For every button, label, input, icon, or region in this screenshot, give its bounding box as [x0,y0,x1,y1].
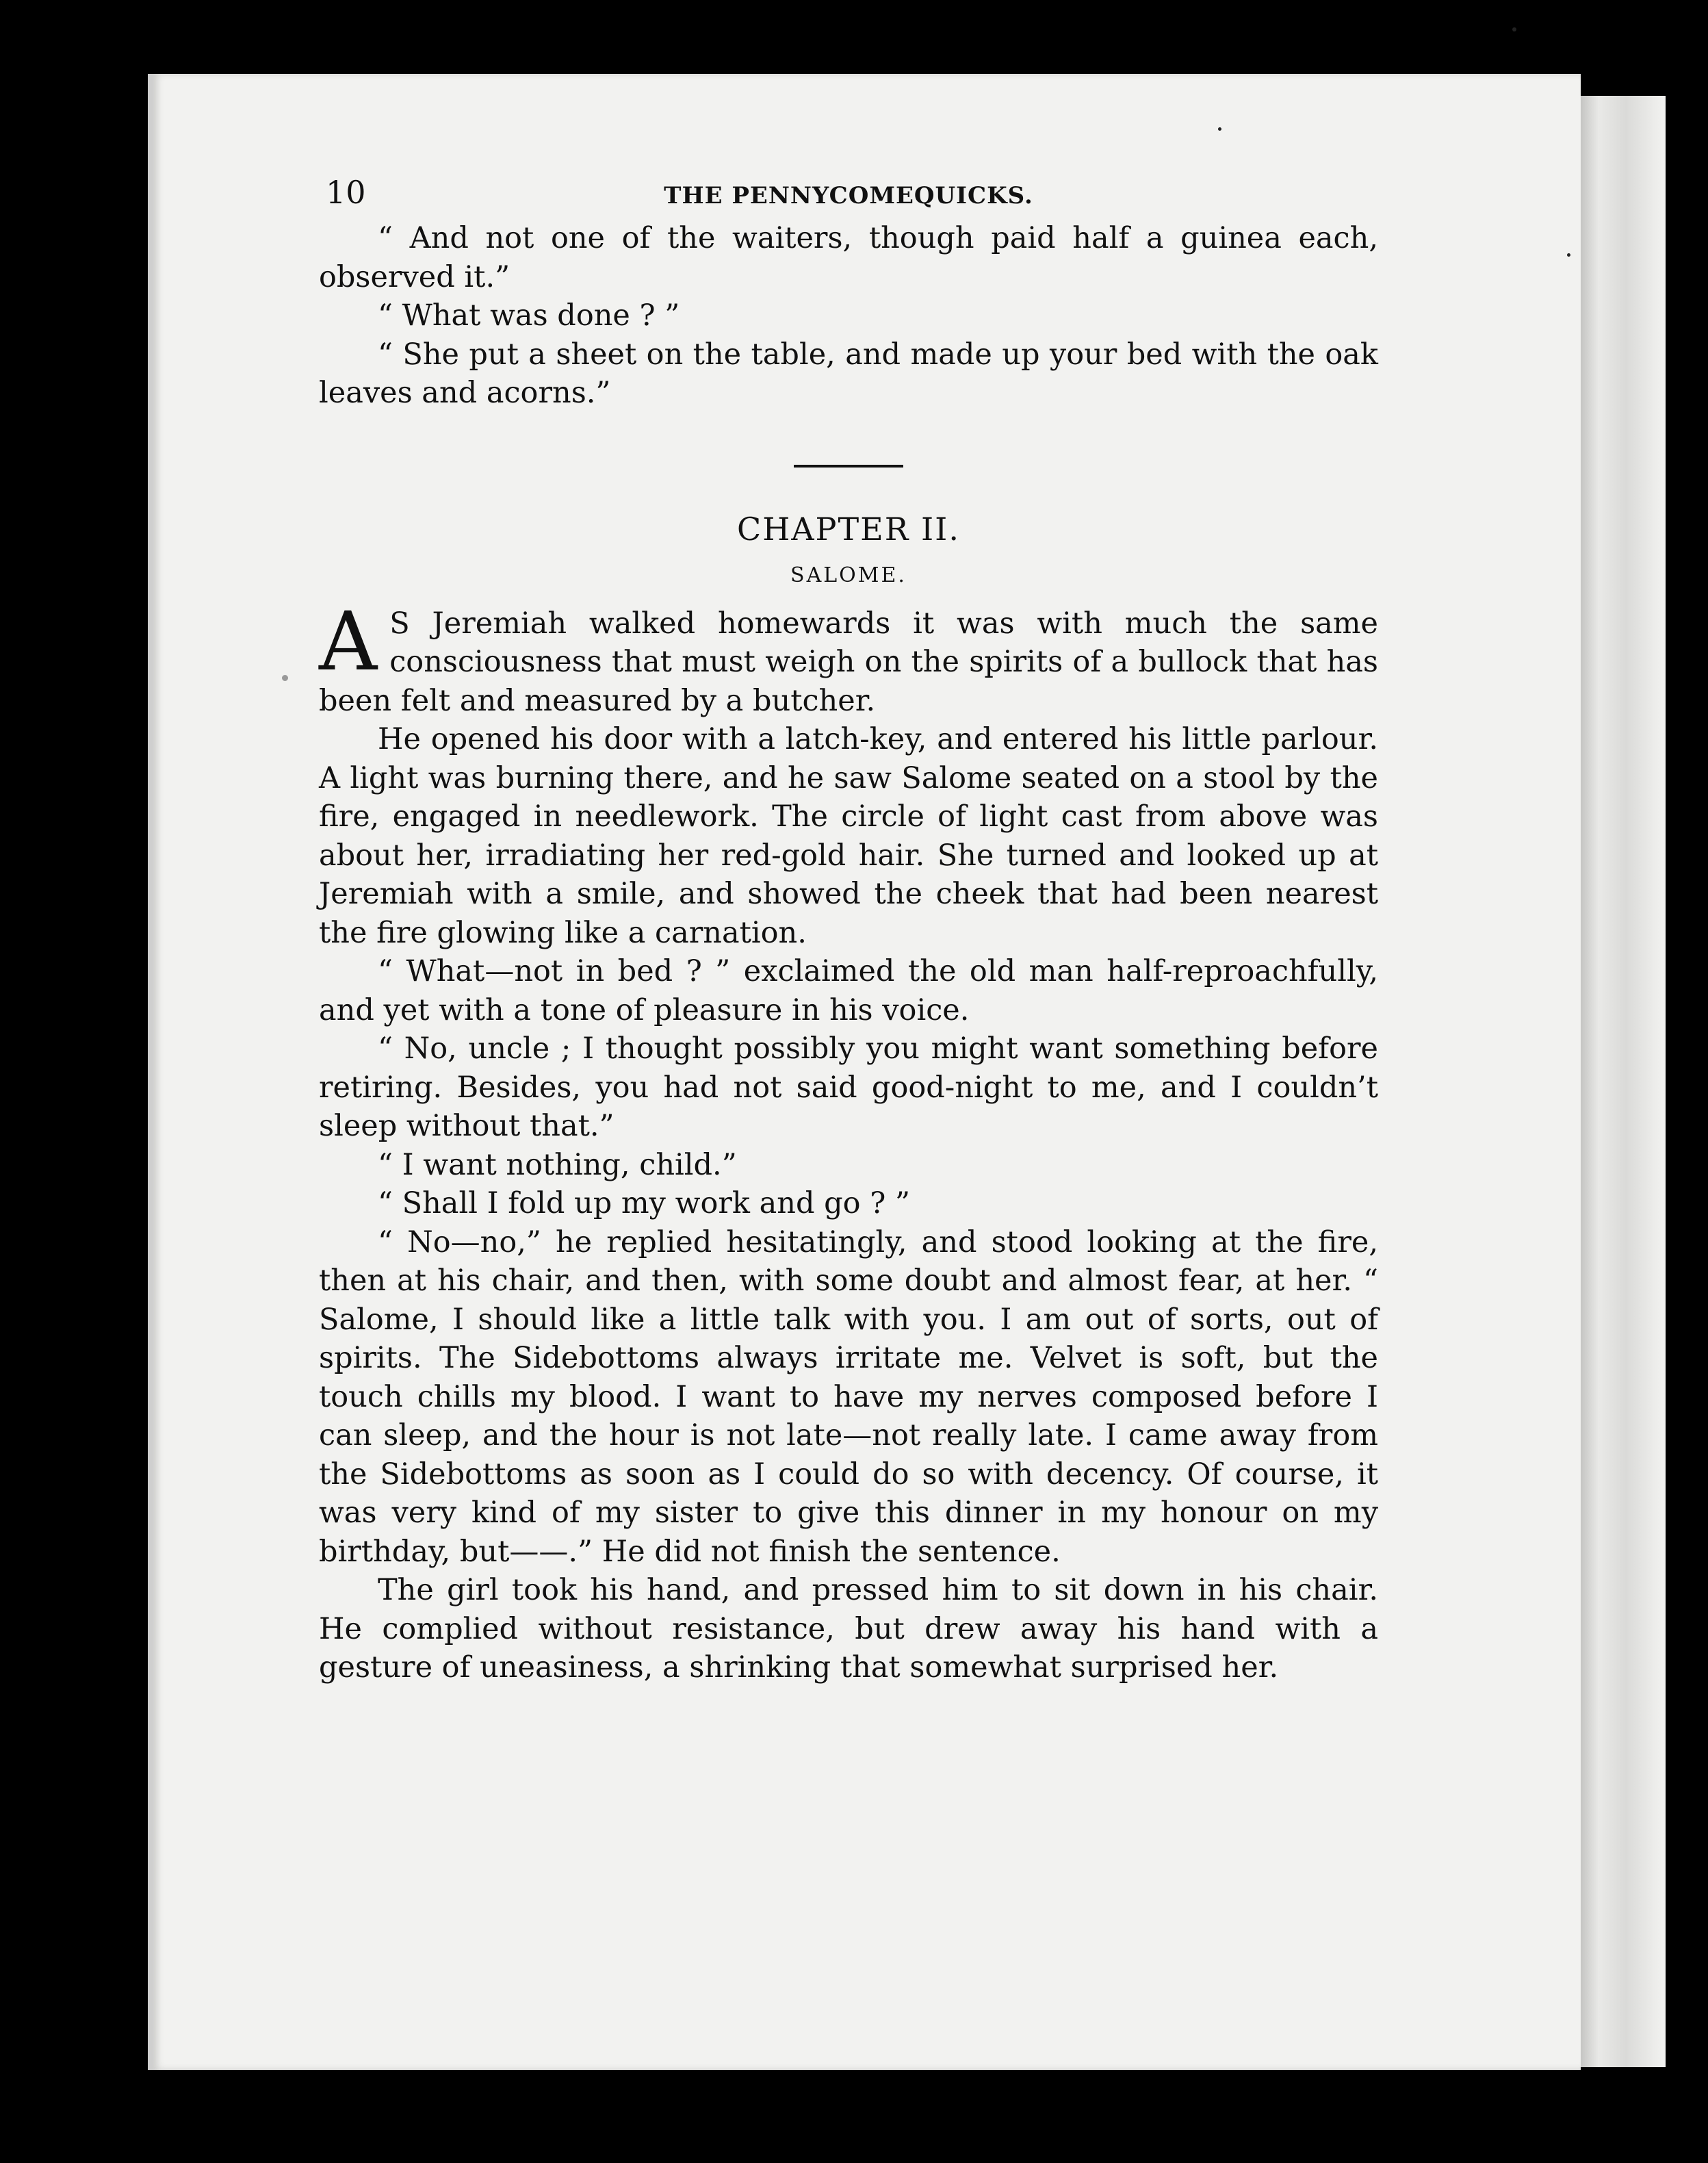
running-head [319,171,1378,219]
section-divider [794,465,903,468]
opening-paragraph [319,593,1378,721]
paragraph: “ No, uncle ; I thought possibly you might want something before retiring. Besides, you had not said good-night to me, and I couldn’t sleep without that.” [319,1032,1378,1143]
running-title: THE PENNYCOMEQUICKS. [664,182,1033,209]
paragraph: The girl took his hand, and pressed him to sit down in his chair. He complied without resistance, but drew away his hand with a gesture of uneasiness, a shrinking that somewhat surprised her. [319,1573,1378,1685]
dust-speck [1567,253,1570,257]
paragraph: “ What was done ? ” [378,298,680,333]
paragraph: “ And not one of the waiters, though paid half a guinea each, observed it.” [319,221,1378,294]
chapter-subtitle: SALOME. [790,563,907,587]
opening-text: S Jeremiah walked homewards it was with much the same consciousness that must weigh on the spirits of a bullock that has been felt and measured by a butcher. [319,606,1378,718]
chapter-title: CHAPTER II. [737,510,960,548]
paragraph: “ Shall I fold up my work and go ? ” [378,1186,910,1220]
facing-page-edge [1577,96,1666,2067]
dust-speck [1218,127,1221,131]
dust-speck [1512,27,1516,31]
paragraph: He opened his door with a latch-key, and entered his little parlour. A light was burning there, and he saw Salome seated on a stool by the fire, engaged in needlework. The circle of light cast from above was about her, irradiating her red-gold hair. She turned and looked up at Jeremiah with a smile, and showed the cheek that had been nearest the fire glowing like a carnation. [319,722,1378,950]
page-text [319,171,1378,1687]
paragraph: “ What—not in bed ? ” exclaimed the old man half-reproachfully, and yet with a tone of pleasure in his voice. [319,954,1378,1027]
paragraph: “ I want nothing, child.” [378,1147,737,1182]
page-number: 10 [326,174,366,211]
drop-cap: A [319,593,378,689]
dust-speck [282,675,288,681]
paragraph: “ No—no,” he replied hesitatingly, and stood looking at the fire, then at his chair, and then, with some doubt and almost fear, at her. “ Salome, I should like a little talk with you. I am out of sorts, out of spirits. The Sidebottoms always irritate me. Velvet is soft, but the touch chills my blood. I want to have my nerves composed before I can sleep, and the hour is not late—not really late. I came away from the Sidebottoms as soon as I could do so with decency. Of course, it was very kind of my sister to give this dinner in my honour on my birthday, but——.” He did not finish the sentence. [319,1225,1378,1569]
paragraph: “ She put a sheet on the table, and made up your bed with the oak leaves and acorns.” [319,337,1378,410]
